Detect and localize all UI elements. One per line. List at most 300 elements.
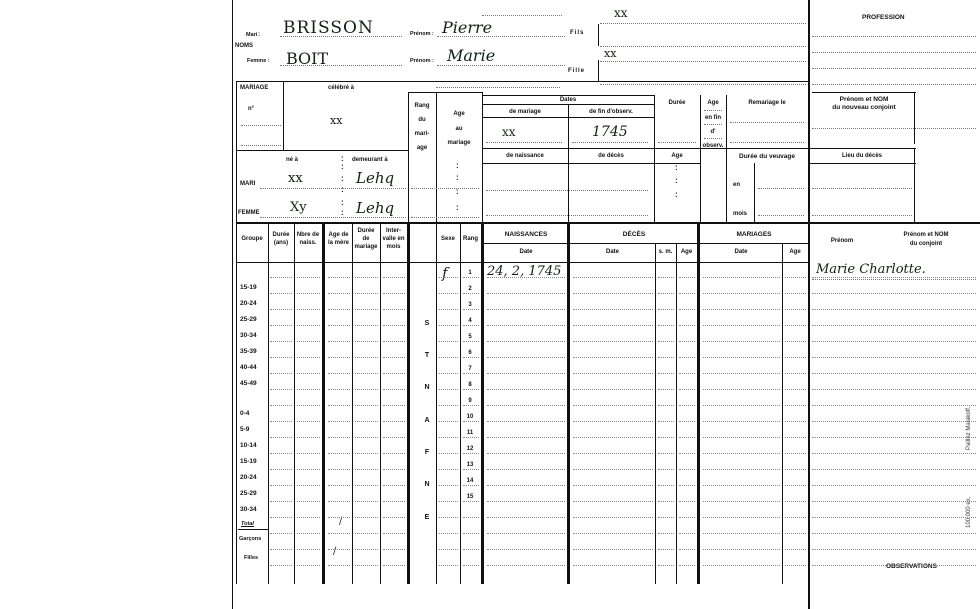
row-guide [355, 501, 378, 502]
row-guide [270, 565, 292, 566]
row-guide [383, 453, 405, 454]
row-guide [270, 357, 292, 358]
row-guide [297, 373, 320, 374]
total-label: Total [241, 521, 254, 527]
row-guide [439, 565, 458, 566]
wife-firstname: Marie [447, 46, 496, 65]
enfants-letter-2: N [424, 481, 430, 488]
row-guide [297, 421, 320, 422]
row-guide [812, 453, 976, 454]
row-guide [679, 501, 695, 502]
row-guide [487, 373, 565, 374]
row-guide [270, 453, 292, 454]
row-guide [487, 437, 565, 438]
row-guide [812, 341, 976, 342]
row-guide [785, 565, 806, 566]
row-guide [439, 533, 458, 534]
row-guide [679, 549, 695, 550]
row-guide [270, 533, 292, 534]
row-guide [679, 565, 695, 566]
row-guide [679, 405, 695, 406]
row-guide [812, 293, 976, 294]
row-guide [487, 421, 565, 422]
row-guide [573, 533, 653, 534]
row-guide [328, 357, 350, 358]
row-guide [270, 437, 292, 438]
row-guide [785, 373, 806, 374]
row-guide [679, 341, 695, 342]
rang-3: 3 [468, 302, 472, 308]
row-guide [355, 309, 378, 310]
demographic-family-form: Mari NOMS Femme : : BRISSON BOIT Prénom : Pierre Prénom : Marie Fils Fille xx xx PROFESSION MARIAGE célébré à n° xx né à demeurant à : : : : : : MARI xx Lehq FEMME Xy Lehq Rang du mari- age Age au mariage : : : : Dates de mariage de fin d'observ. xx 1745 de naissance de décès Durée Age : : : Age en fin d' observ. Remariage le Durée du veuvage en mois Prénom et NOM du nouveau conjoint Lieu du décès Groupe Durée (ans) Nbre de naiss. Age de la mère Durée de mariage Inter- valle en mois Sexe Rang NAISSANCES Date DÉCÈS Date s. m. Age MARIAGES Date Age Prénom Prénom et NOM du conjoint f 24, 2, 1745 Marie Charlotte. 15-19 20-24 25-29 30-34 35-39 40-44 45-49 0-4 5-9 10-14 15-19 20-24 25-29 30-34 Total Garçons Filles / / 1 2 3 4 5 6 7 8 9 10 11 12 13 14 15 E N F A N T S OBSERVATIONS Paillez Malakoff. 100.000 ex. [0, 0, 980, 609]
row-guide [355, 437, 378, 438]
row-guide [297, 405, 320, 406]
row-guide [658, 277, 674, 278]
row-guide [703, 549, 780, 550]
row-guide [573, 501, 653, 502]
intervalle-header-1: Inter- [386, 228, 401, 234]
age-group-b-1: 0-4 [240, 410, 250, 417]
row-guide [703, 437, 780, 438]
row-guide [573, 405, 653, 406]
row-guide [328, 517, 350, 518]
intervalle-header-3: mois [386, 244, 401, 250]
rang-line-4: age [416, 145, 428, 151]
row-guide [355, 549, 378, 550]
row-guide [785, 341, 806, 342]
naiss-header-2: naiss. [299, 240, 317, 246]
age-group-b-2: 5-9 [240, 426, 250, 433]
femme-label: Femme : [247, 58, 270, 64]
row-guide [297, 517, 320, 518]
age-label: Age [671, 153, 683, 159]
row-guide [812, 565, 976, 566]
row-guide [573, 469, 653, 470]
row-guide [679, 325, 695, 326]
demeurant-label: demeurant à [352, 157, 388, 163]
row-guide [383, 373, 405, 374]
row-guide [463, 437, 479, 438]
enfants-letter-6: T [424, 352, 430, 359]
row-guide [328, 341, 350, 342]
row-guide [297, 341, 320, 342]
row-guide [573, 357, 653, 358]
age-line-1: Age [453, 111, 465, 117]
deces-date-header: Date [605, 249, 619, 255]
row-guide [463, 549, 479, 550]
mariages-date-header: Date [734, 249, 748, 255]
row-guide [487, 389, 565, 390]
enfants-letter-1: E [424, 514, 430, 521]
row-guide [439, 357, 458, 358]
row-guide [463, 405, 479, 406]
child1-birthdate: 24, 2, 1745 [487, 264, 562, 279]
row-guide [463, 485, 479, 486]
row-guide [573, 421, 653, 422]
celebre-label: célébré à [328, 85, 355, 91]
row-guide [812, 485, 976, 486]
row-guide [658, 565, 674, 566]
row-guide [679, 309, 695, 310]
row-guide [328, 565, 350, 566]
row-guide [355, 533, 378, 534]
row-guide [658, 517, 674, 518]
age-group-b-6: 25-29 [240, 490, 257, 497]
row-guide [463, 565, 479, 566]
row-guide [658, 357, 674, 358]
row-guide [679, 533, 695, 534]
row-guide [785, 277, 806, 278]
row-guide [328, 437, 350, 438]
mari-row-label: MARI [240, 181, 256, 187]
row-guide [439, 517, 458, 518]
row-guide [658, 309, 674, 310]
row-guide [785, 389, 806, 390]
intervalle-header-2: valle en [382, 236, 405, 242]
row-guide [679, 517, 695, 518]
row-guide [439, 405, 458, 406]
row-guide [487, 501, 565, 502]
duree-label: Durée [668, 100, 686, 106]
duree-mar-header-3: mariage [354, 244, 378, 250]
ne-a-label: né à [286, 157, 299, 163]
row-guide [679, 437, 695, 438]
naiss-header-1: Nbre de [296, 232, 320, 238]
row-guide [785, 357, 806, 358]
enfants-letter-7: S [424, 320, 430, 327]
row-guide [270, 517, 292, 518]
femme-row-label: FEMME [238, 210, 260, 216]
rang-10: 10 [466, 414, 474, 420]
row-guide [439, 341, 458, 342]
row-guide [270, 293, 292, 294]
row-guide [297, 533, 320, 534]
rang-4: 4 [468, 318, 472, 324]
row-guide [270, 549, 292, 550]
row-guide [270, 421, 292, 422]
row-guide [270, 389, 292, 390]
prenom-label-1: Prénom : [410, 31, 434, 37]
row-guide [270, 309, 292, 310]
rang-5: 5 [468, 334, 472, 340]
duree-mar-header-1: Durée [357, 228, 375, 234]
dates-title: Dates [559, 97, 577, 103]
row-guide [270, 469, 292, 470]
rang-8: 8 [468, 382, 472, 388]
date-fin-observ-label: de fin d'observ. [589, 109, 633, 115]
row-guide [270, 277, 292, 278]
numero-label: n° [248, 106, 255, 112]
age-fin-2: en fin [705, 115, 721, 121]
row-guide [463, 421, 479, 422]
row-guide [270, 405, 292, 406]
row-guide [383, 341, 405, 342]
row-guide [679, 469, 695, 470]
en-label: en [733, 182, 741, 188]
rang-7: 7 [468, 366, 472, 372]
date-mariage-value: xx [502, 125, 516, 139]
row-guide [328, 389, 350, 390]
row-guide [463, 357, 479, 358]
conjoint-header-1: Prénom et NOM [903, 232, 949, 238]
row-guide [487, 469, 565, 470]
row-guide [383, 485, 405, 486]
row-guide [812, 437, 976, 438]
age-group-b-5: 20-24 [240, 474, 257, 481]
row-guide [812, 501, 976, 502]
naissance-date-header: Date [519, 249, 533, 255]
row-guide [785, 309, 806, 310]
row-guide [573, 565, 653, 566]
row-guide [328, 405, 350, 406]
row-guide [328, 373, 350, 374]
row-guide [439, 421, 458, 422]
row-guide [487, 309, 565, 310]
row-guide [812, 469, 976, 470]
row-guide [463, 501, 479, 502]
mariages-header: MARIAGES [736, 231, 772, 238]
row-guide [355, 565, 378, 566]
row-guide [463, 389, 479, 390]
row-guide [383, 565, 405, 566]
row-guide [785, 469, 806, 470]
row-guide [703, 405, 780, 406]
row-guide [573, 277, 653, 278]
row-guide [328, 485, 350, 486]
age-group-a-2: 20-24 [240, 300, 257, 307]
row-guide [383, 389, 405, 390]
row-guide [355, 405, 378, 406]
age-fin-3: d' [710, 129, 716, 135]
row-guide [270, 373, 292, 374]
row-guide [573, 389, 653, 390]
observations-label: OBSERVATIONS [886, 563, 937, 570]
row-guide [487, 341, 565, 342]
row-guide [573, 517, 653, 518]
fille-mark: xx [604, 47, 617, 60]
fils-label: Fils [570, 30, 585, 36]
row-guide [355, 277, 378, 278]
row-guide [297, 565, 320, 566]
row-guide [355, 517, 378, 518]
wife-surname: BOIT [286, 49, 329, 68]
row-guide [297, 309, 320, 310]
row-guide [383, 325, 405, 326]
row-guide [573, 309, 653, 310]
enfants-letter-5: N [424, 384, 430, 391]
duree-header-1: Durée [272, 232, 290, 238]
row-guide [355, 373, 378, 374]
row-guide [785, 501, 806, 502]
row-guide [785, 421, 806, 422]
date-fin-observ-value: 1745 [592, 124, 628, 140]
row-guide [703, 469, 780, 470]
row-guide [703, 565, 780, 566]
printer-credit: Paillez Malakoff. [966, 406, 972, 450]
row-guide [812, 517, 976, 518]
rang-9: 9 [468, 398, 472, 404]
row-guide [487, 549, 565, 550]
row-guide [439, 469, 458, 470]
age-group-a-1: 15-19 [240, 284, 257, 291]
row-guide [355, 341, 378, 342]
husband-surname: BRISSON [283, 18, 374, 38]
row-guide [355, 293, 378, 294]
age-mere-header-1: Age de [328, 232, 349, 238]
row-guide [785, 293, 806, 294]
row-guide [658, 501, 674, 502]
mois-label: mois [733, 211, 748, 217]
row-guide [487, 357, 565, 358]
conjoint-header-2: du conjoint [909, 241, 943, 247]
row-guide [487, 453, 565, 454]
row-guide [383, 533, 405, 534]
row-guide [785, 533, 806, 534]
row-guide [383, 277, 405, 278]
age-fin-4: observ. [702, 143, 724, 149]
femme-residence: Lehq [356, 199, 395, 217]
child1-sexe: f [442, 264, 448, 282]
row-guide [812, 533, 976, 534]
row-guide [703, 421, 780, 422]
row-guide [297, 277, 320, 278]
row-guide [658, 421, 674, 422]
row-guide [658, 533, 674, 534]
mari-residence: Lehq [356, 169, 395, 187]
row-guide [297, 293, 320, 294]
filles-label: Filles [244, 555, 259, 561]
row-guide [703, 293, 780, 294]
age-group-b-3: 10-14 [240, 442, 257, 449]
row-guide [812, 421, 976, 422]
row-guide [679, 389, 695, 390]
row-guide [297, 485, 320, 486]
filles-mark: / [333, 546, 337, 557]
row-guide [658, 437, 674, 438]
age-group-a-4: 30-34 [240, 332, 257, 339]
row-guide [487, 293, 565, 294]
row-guide [463, 373, 479, 374]
row-guide [703, 357, 780, 358]
row-guide [785, 437, 806, 438]
row-guide [439, 277, 458, 278]
row-guide [463, 277, 479, 278]
row-guide [487, 565, 565, 566]
rang-14: 14 [466, 478, 474, 484]
row-guide [297, 389, 320, 390]
row-guide [679, 357, 695, 358]
row-guide [658, 485, 674, 486]
row-guide [355, 421, 378, 422]
row-guide [463, 341, 479, 342]
age-group-b-7: 30-34 [240, 506, 257, 513]
row-guide [658, 325, 674, 326]
row-guide [383, 549, 405, 550]
conjoint-label-1: Prénom et NOM [839, 96, 889, 103]
row-guide [573, 549, 653, 550]
sexe-header: Sexe [440, 236, 455, 242]
row-guide [463, 469, 479, 470]
row-guide [328, 533, 350, 534]
lieu-deces-label: Lieu du décès [841, 153, 882, 159]
row-guide [328, 309, 350, 310]
enfants-letter-3: F [424, 449, 430, 456]
age-mere-header-2: la mère [327, 240, 349, 246]
date-deces-label: de décès [598, 153, 624, 159]
lieu-mariage-mark: xx [330, 114, 343, 127]
row-guide [573, 485, 653, 486]
row-guide [383, 469, 405, 470]
duree-header-2: (ans) [273, 240, 289, 246]
row-guide [658, 293, 674, 294]
rang-11: 11 [466, 430, 474, 436]
row-guide [297, 437, 320, 438]
naissances-header: NAISSANCES [504, 231, 548, 238]
row-guide [383, 421, 405, 422]
row-guide [297, 469, 320, 470]
row-guide [270, 501, 292, 502]
row-guide [785, 325, 806, 326]
deces-sm-header: s. m. [658, 249, 673, 255]
row-guide [328, 501, 350, 502]
row-guide [573, 325, 653, 326]
row-guide [439, 501, 458, 502]
row-guide [328, 453, 350, 454]
row-guide [328, 293, 350, 294]
row-guide [439, 293, 458, 294]
row-guide [439, 549, 458, 550]
garcons-label: Garçons [239, 536, 262, 542]
row-guide [812, 373, 976, 374]
row-guide [658, 469, 674, 470]
row-guide [703, 501, 780, 502]
deces-age-header: Age [680, 249, 693, 255]
row-guide [383, 501, 405, 502]
row-guide [679, 277, 695, 278]
row-guide [679, 373, 695, 374]
row-guide [658, 405, 674, 406]
row-guide [658, 389, 674, 390]
row-guide [703, 277, 780, 278]
row-guide [355, 357, 378, 358]
row-guide [439, 389, 458, 390]
row-guide [703, 325, 780, 326]
rang-6: 6 [468, 350, 472, 356]
conjoint-label-2: du nouveau conjoint [832, 104, 896, 111]
mari-label: Mari [246, 32, 258, 38]
row-guide [703, 309, 780, 310]
row-guide [785, 549, 806, 550]
row-guide [573, 341, 653, 342]
enfants-letter-4: A [424, 417, 430, 424]
age-fin-1: Age [707, 100, 719, 106]
row-guide [573, 453, 653, 454]
row-guide [383, 357, 405, 358]
row-guide [785, 485, 806, 486]
rang-13: 13 [466, 462, 474, 468]
row-guide [439, 325, 458, 326]
row-guide [439, 453, 458, 454]
total-mark: / [339, 516, 343, 527]
row-guide [383, 517, 405, 518]
mari-birthplace: xx [288, 171, 303, 186]
row-guide [463, 533, 479, 534]
row-guide [383, 437, 405, 438]
row-guide [439, 437, 458, 438]
row-guide [270, 485, 292, 486]
fille-label: Fille [568, 68, 586, 74]
rang-15: 15 [466, 494, 474, 500]
